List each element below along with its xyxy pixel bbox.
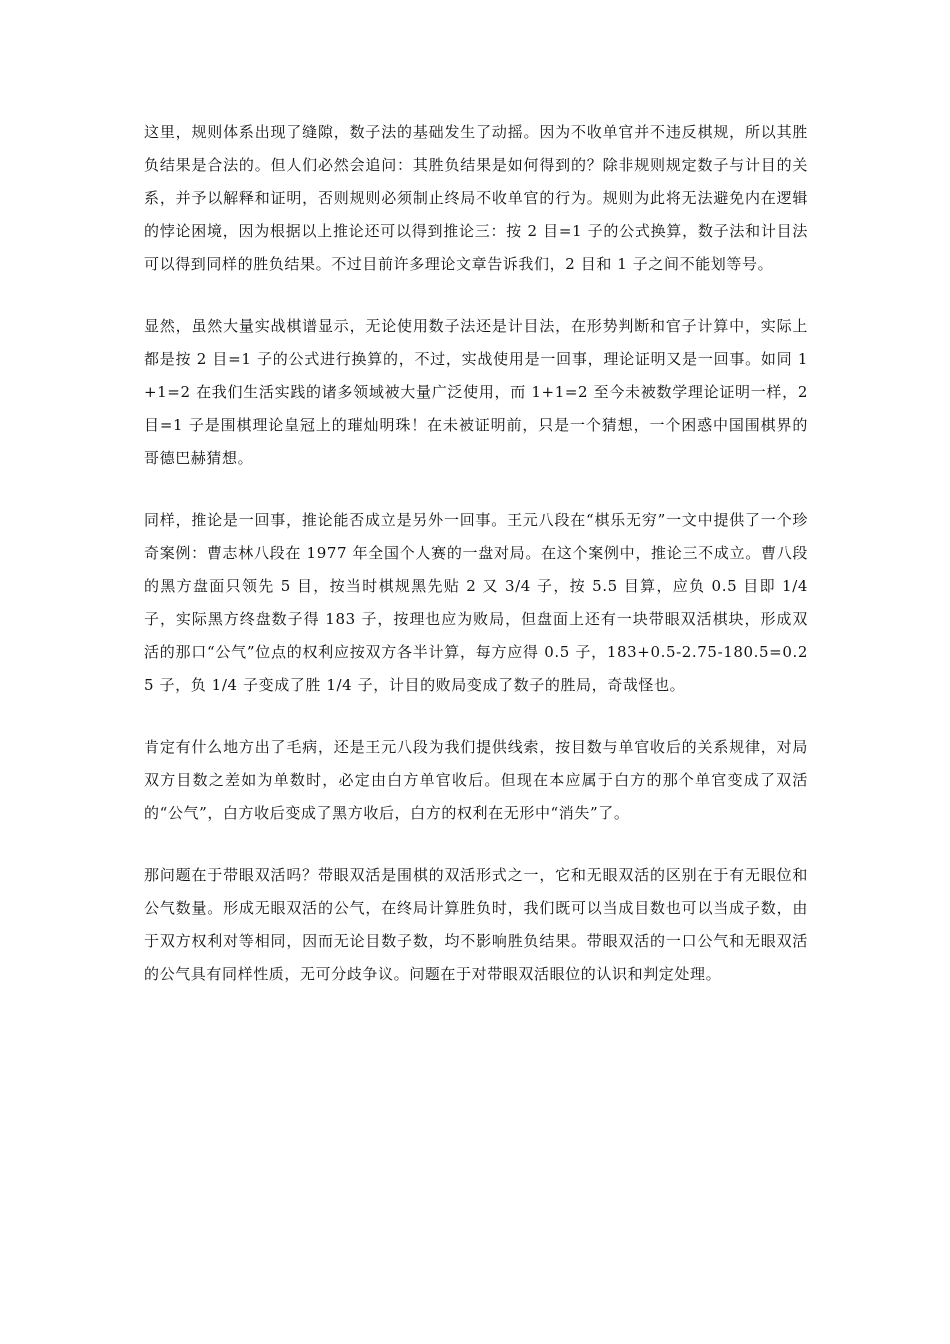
paragraph: 同样，推论是一回事，推论能否成立是另外一回事。王元八段在“棋乐无穷”一文中提供了一个珍奇案例：曹志林八段在 1977 年全国个人赛的一盘对局。在这个案例中，推论三不成立。曹八段的黑方盘面只领先 5 目，按当时棋规黑先贴 2 又 3/4 子，按 5.5 目算，应负 0.5 目即 1/4 子，实际黑方终盘数子得 183 子，按理也应为败局，但盘面上还有一块带眼双活棋块，形成双活的那口“公气”位点的权利应按双方各半计算，每方应得 0.5 子，183+0.5-2.75-180.5=0.25 子，负 1/4 子变成了胜 1/4 子，计目的败局变成了数子的胜局，奇哉怪也。	[144, 511, 808, 694]
document-body	[144, 116, 808, 1020]
paragraph: 那问题在于带眼双活吗？带眼双活是围棋的双活形式之一，它和无眼双活的区别在于有无眼位和公气数量。形成无眼双活的公气，在终局计算胜负时，我们既可以当成目数也可以当成子数，由于双方权利对等相同，因而无论目数子数，均不影响胜负结果。带眼双活的一口公气和无眼双活的公气具有同样性质，无可分歧争议。问题在于对带眼双活眼位的认识和判定处理。	[144, 866, 808, 983]
paragraph: 肯定有什么地方出了毛病，还是王元八段为我们提供线索，按目数与单官收后的关系规律，对局双方目数之差如为单数时，必定由白方单官收后。但现在本应属于白方的那个单官变成了双活的“公气”，白方收后变成了黑方收后，白方的权利在无形中“消失”了。	[144, 738, 808, 822]
paragraph: 显然，虽然大量实战棋谱显示，无论使用数子法还是计目法，在形势判断和官子计算中，实际上都是按 2 目=1 子的公式进行换算的，不过，实战使用是一回事，理论证明又是一回事。如同 1+1=2 在我们生活实践的诸多领域被大量广泛使用，而 1+1=2 至今未被数学理论证明一样，2 目=1 子是围棋理论皇冠上的璀灿明珠！在未被证明前，只是一个猜想，一个困惑中国围棋界的哥德巴赫猜想。	[144, 317, 808, 467]
paragraph: 这里，规则体系出现了缝隙，数子法的基础发生了动摇。因为不收单官并不违反棋规，所以其胜负结果是合法的。但人们必然会追问：其胜负结果是如何得到的？除非规则规定数子与计目的关系，并予以解释和证明，否则规则必须制止终局不收单官的行为。规则为此将无法避免内在逻辑的悖论困境，因为根据以上推论还可以得到推论三：按 2 目=1 子的公式换算，数子法和计目法可以得到同样的胜负结果。不过目前许多理论文章告诉我们，2 目和 1 子之间不能划等号。	[144, 123, 808, 273]
